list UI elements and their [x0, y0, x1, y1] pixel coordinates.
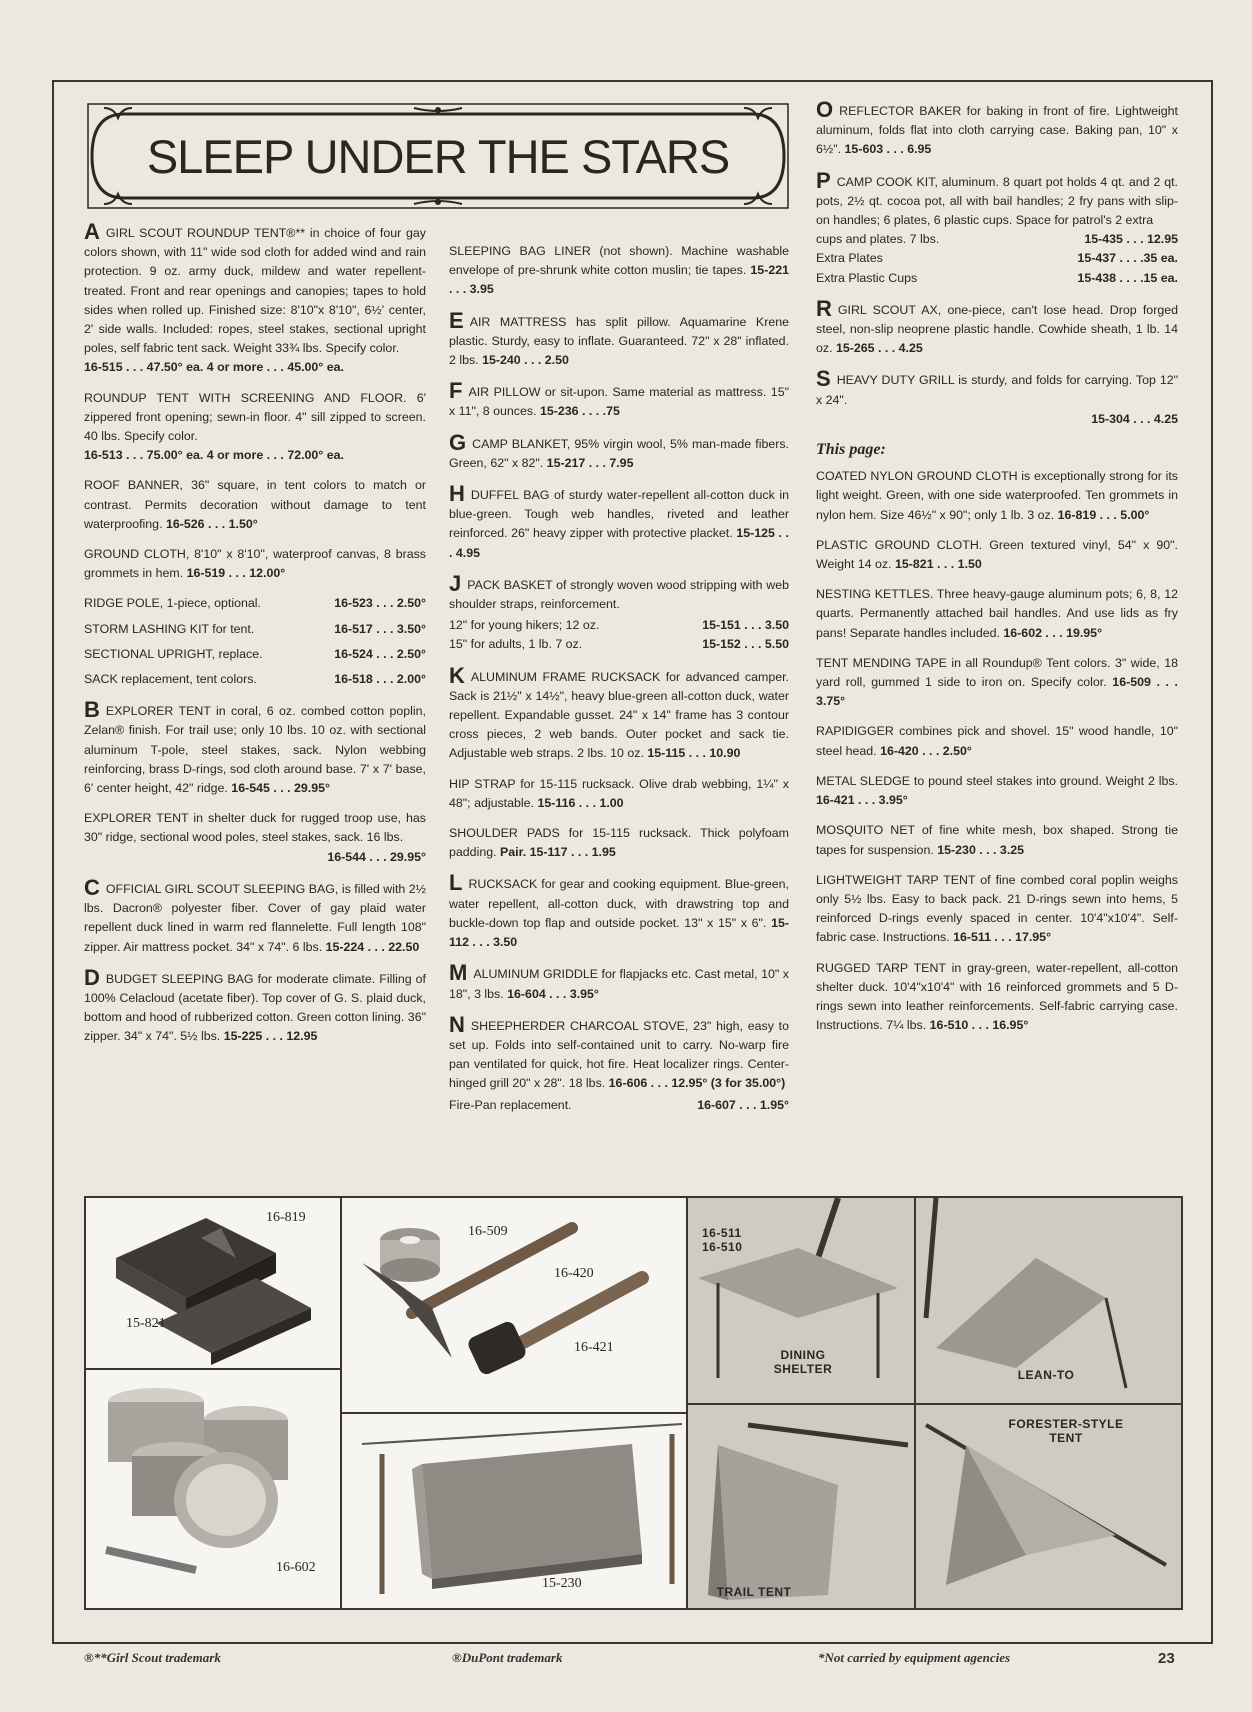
photo-grid: [84, 1196, 1183, 1610]
item-sledge: METAL SLEDGE to pound steel stakes into ground. Weight 2 lbs. 16-421 . . . 3.95°: [816, 773, 1178, 808]
label-16-420: 16-420: [554, 1266, 594, 1281]
item-fire-pan: Fire-Pan replacement. 16-607 . . . 1.95°: [449, 1097, 789, 1112]
label-dining-shelter: DINING SHELTER: [773, 1348, 833, 1376]
photo-tools: [342, 1198, 688, 1414]
label-16-509: 16-509: [468, 1224, 508, 1239]
footnote-not-carried: *Not carried by equipment agencies: [818, 1650, 1011, 1665]
item-j: JPACK BASKET of strongly woven wood stripping with web shoulder straps, reinforcement.: [449, 570, 789, 612]
item-p-kit: cups and plates. 7 lbs. 15-435 . . . 12.95: [816, 232, 1178, 247]
trail-tent-illustration: [688, 1405, 914, 1608]
item-m: MALUMINUM GRIDDLE for flapjacks etc. Cast metal, 10" x 18", 3 lbs. 16-604 . . . 3.95°: [449, 960, 789, 1001]
item-p-cups: Extra Plastic Cups 15-438 . . . .15 ea.: [816, 270, 1178, 285]
item-o: OREFLECTOR BAKER for baking in front of fire. Lightweight aluminum, folds flat into cloth carrying case. Baking pan, 10" x 6½". 15-603 . . . 6.95: [816, 97, 1178, 157]
item-j-12: 12" for young hikers; 12 oz. 15-151 . . . 3.50: [449, 618, 789, 633]
item-liner: SLEEPING BAG LINER (not shown). Machine washable envelope of pre-shrunk white cotton muslin; tie tapes. 15-221 . . . 3.95: [449, 244, 789, 297]
item-roof-banner: ROOF BANNER, 36" square, in tent colors to match or contrast. Permits decoration without damage to tent waterproofing. 16-526 . . . 1.50°: [84, 478, 426, 531]
item-kettles: NESTING KETTLES. Three heavy-gauge aluminum pots; 6, 8, 12 quarts. Permanently attached bail handles. And use lids as fry pans! Separate handles included. 16-602 . . . 19.95°: [816, 587, 1178, 640]
label-lean-to: LEAN-TO: [1017, 1368, 1075, 1382]
item-hip-strap: HIP STRAP for 15-115 rucksack. Olive drab webbing, 1¼" x 48"; adjustable. 15-116 . . . 1.00: [449, 776, 789, 810]
label-16-421: 16-421: [574, 1340, 614, 1355]
item-mending-tape: TENT MENDING TAPE in all Roundup® Tent colors. 3" wide, 18 yard roll, gummed 1 side to iron on. Specify color. 16-509 . . . 3.75°: [816, 655, 1178, 709]
title-banner: [84, 100, 792, 212]
item-p: PCAMP COOK KIT, aluminum. 8 quart pot holds 4 qt. and 2 qt. pots, 2½ qt. cocoa pot, all with bail handles; 2 fry pans with slip-on handles; 6 plates, 6 plastic cups. Space for patrol's 2 extra: [816, 167, 1178, 228]
page-frame: [52, 80, 1213, 1644]
column-2: [449, 242, 789, 1115]
label-trail-tent: TRAIL TENT: [716, 1585, 792, 1599]
label-15-821: 15-821: [126, 1316, 166, 1331]
item-sectional-upright: SECTIONAL UPRIGHT, replace. 16-524 . . . 2.50°: [84, 646, 426, 661]
item-g: GCAMP BLANKET, 95% virgin wool, 5% man-made fibers. Green, 62" x 82". 15-217 . . . 7.95: [449, 429, 789, 470]
footnote-girl-scout: ®**Girl Scout trademark: [84, 1650, 221, 1665]
label-16-510: 16-510: [702, 1240, 743, 1254]
item-k: KALUMINUM FRAME RUCKSACK for advanced camper. Sack is 21½" x 14½", heavy blue-green all-cotton duck, water repellent. Expandable gusset. 24" x 14" frame has 3 contour cross pieces, 2 web bands. Outer pocket and sack tie. Adjustable web straps. 2 lbs. 10 oz. 15-115 . . . 10.90: [449, 662, 789, 761]
item-h: HDUFFEL BAG of sturdy water-repellent all-cotton duck in blue-green. Tough web handles, riveted and leather reinforced. 26" heavy zipper with protective placket. 15-125 . . . 4.95: [449, 481, 789, 560]
item-explorer-duck: EXPLORER TENT in shelter duck for rugged troop use, has 30" ridge, sectional wood poles, steel stakes, sack. 16 lbs. 16-544 . . . 29.95°: [84, 811, 426, 864]
label-15-230: 15-230: [542, 1576, 582, 1591]
photo-ground-cloths: [86, 1198, 342, 1370]
photo-trail-tent: [688, 1405, 916, 1608]
item-e: EAIR MATTRESS has split pillow. Aquamarine Krene plastic. Sturdy, easy to inflate. Guaranteed. 72" x 28" inflated. 2 lbs. 15-240 . . . 2.50: [449, 307, 789, 368]
item-roundup-screen: ROUNDUP TENT WITH SCREENING AND FLOOR. 6' zippered front opening; sewn-in floor. 4" sill zipped to screen. 40 lbs. Specify color. 16-513 . . . 75.00° ea. 4 or more . . . 72.00° ea.: [84, 390, 426, 463]
item-light-tarp: LIGHTWEIGHT TARP TENT of fine combed coral poplin weighs only 5½ lbs. Easy to back pack. 21 D-rings sewn into hems, 5 reinforced D-rings evenly spaced in center. 10'4"x10'4". Self-fabric case. Instructions. 16-511 . . . 17.95°: [816, 872, 1178, 945]
item-rugged-tarp: RUGGED TARP TENT in gray-green, water-repellent, all-cotton shelter duck. 10'4"x10'4" with 16 reinforced grommets and 5 D-rings sewn into leather reinforcements. Self-fabric carrying case. Instructions. 7¼ lbs. 16-510 . . . 16.95°: [816, 960, 1178, 1033]
label-16-819: 16-819: [266, 1210, 306, 1225]
item-p-plates: Extra Plates 15-437 . . . .35 ea.: [816, 251, 1178, 266]
photo-forester-tent: [916, 1405, 1181, 1608]
item-shoulder-pads: SHOULDER PADS for 15-115 rucksack. Thick polyfoam padding. Pair. 15-117 . . . 1.95: [449, 826, 789, 860]
item-a: AGIRL SCOUT ROUNDUP TENT®** in choice of four gay colors shown, with 11" wide sod cloth for added wind and rain protection. 9 oz. army duck, mildew and water repellent-treated. Front and rear openings and canopies; tapes to hold sides when rolled up. Finished size: 8'10"x 8'10", 6½' center, 2' side walls. Included: ropes, steel stakes, sectional upright poles, self fabric tent sack. Weight 33¾ lbs. Specify color. 16-515 . . . 47.50° ea. 4 or more . . . 45.00° ea.: [84, 219, 426, 375]
item-b: BEXPLORER TENT in coral, 6 oz. combed cotton poplin, Zelan® finish. For trail use; only 10 lbs. 10 oz. with sectional aluminum T-pole, steel stakes, sack. Nylon webbing reinforcing, brass D-rings, sod cloth around base. 7' x 7' base, 6' center height, 42" ridge. 16-545 . . . 29.95°: [84, 697, 426, 796]
item-ground-cloth: GROUND CLOTH, 8'10" x 8'10", waterproof canvas, 8 brass grommets in hem. 16-519 . . . 12.00°: [84, 547, 426, 581]
item-rapidigger: RAPIDIGGER combines pick and shovel. 15" wood handle, 10" steel head. 16-420 . . . 2.50°: [816, 724, 1178, 758]
item-ridge-pole: RIDGE POLE, 1-piece, optional. 16-523 . . . 2.50°: [84, 596, 426, 611]
column-1: [84, 219, 426, 1058]
item-c: COFFICIAL GIRL SCOUT SLEEPING BAG, is filled with 2½ lbs. Dacron® polyester fiber. Cover of gay plaid water repellent duck lined in warm red flannelette. Full length 108" zipper. Air mattress pocket. 34" x 74". 6 lbs. 15-224 . . . 22.50: [84, 874, 426, 954]
item-l: LRUCKSACK for gear and cooking equipment. Blue-green, water repellent, all-cotton duck, with drawstring top and buckle-down top flap and outside pocket. 13" x 15" x 6". 15-112 . . . 3.50: [449, 870, 789, 950]
label-16-602: 16-602: [276, 1560, 316, 1575]
item-storm-kit: STORM LASHING KIT for tent. 16-517 . . . 3.50°: [84, 621, 426, 636]
item-mosquito-net: MOSQUITO NET of fine white mesh, box shaped. Strong tie tapes for suspension. 15-230 . . . 3.25: [816, 823, 1178, 857]
item-f: FAIR PILLOW or sit-upon. Same material as mattress. 15" x 11", 8 ounces. 15-236 . . . .75: [449, 378, 789, 419]
item-sack: SACK replacement, tent colors. 16-518 . . . 2.00°: [84, 672, 426, 687]
item-nylon-cloth: COATED NYLON GROUND CLOTH is exceptionally strong for its light weight. Green, with one side waterproofed. Ten grommets in nylon hem. Size 46½" x 90"; only 1 lb. 3 oz. 16-819 . . . 5.00°: [816, 469, 1178, 522]
this-page-heading: This page:: [816, 441, 886, 459]
column-3: [816, 97, 1178, 1046]
footnote-dupont: ®DuPont trademark: [452, 1650, 563, 1665]
item-d: DBUDGET SLEEPING BAG for moderate climate. Filling of 100% Celacloud (acetate fiber). Top cover of G. S. plaid duck, bottom and hood of rubberized cotton. Green cotton lining. 36" zipper. 34" x 74". 5½ lbs. 15-225 . . . 12.95: [84, 964, 426, 1044]
photo-kettles: [86, 1370, 342, 1608]
item-plastic-cloth: PLASTIC GROUND CLOTH. Green textured vinyl, 54" x 90". Weight 14 oz. 15-821 . . . 1.50: [816, 537, 1178, 572]
tools-illustration: [342, 1198, 686, 1412]
label-16-511: 16-511: [702, 1226, 742, 1240]
photo-dining-shelter: [688, 1198, 916, 1405]
mosquito-net-illustration: [342, 1414, 686, 1608]
item-s: SHEAVY DUTY GRILL is sturdy, and folds for carrying. Top 12" x 24". 15-304 . . . 4.25: [816, 366, 1178, 426]
page-title: SLEEP UNDER THE STARS: [146, 129, 730, 183]
item-j-15: 15" for adults, 1 lb. 7 oz. 15-152 . . . 5.50: [449, 637, 789, 652]
item-n: NSHEEPHERDER CHARCOAL STOVE, 23" high, easy to set up. Folds into self-contained unit to carry. No-warp fire pan ventilated for quick, hot fire. Heat localizer rings. Center-hinged grill 20" x 28". 18 lbs. 16-606 . . . 12.95° (3 for 35.00°): [449, 1011, 789, 1091]
photo-lean-to: [916, 1198, 1181, 1405]
photo-mosquito-net: [342, 1414, 688, 1608]
page-number: 23: [1158, 1650, 1175, 1667]
item-r: RGIRL SCOUT AX, one-piece, can't lose head. Drop forged steel, non-slip neoprene plastic handle. Cowhide sheath, 1 lb. 14 oz. 15-265 . . . 4.25: [816, 295, 1178, 356]
label-forester-tent: FORESTER-STYLE TENT: [1008, 1417, 1124, 1445]
